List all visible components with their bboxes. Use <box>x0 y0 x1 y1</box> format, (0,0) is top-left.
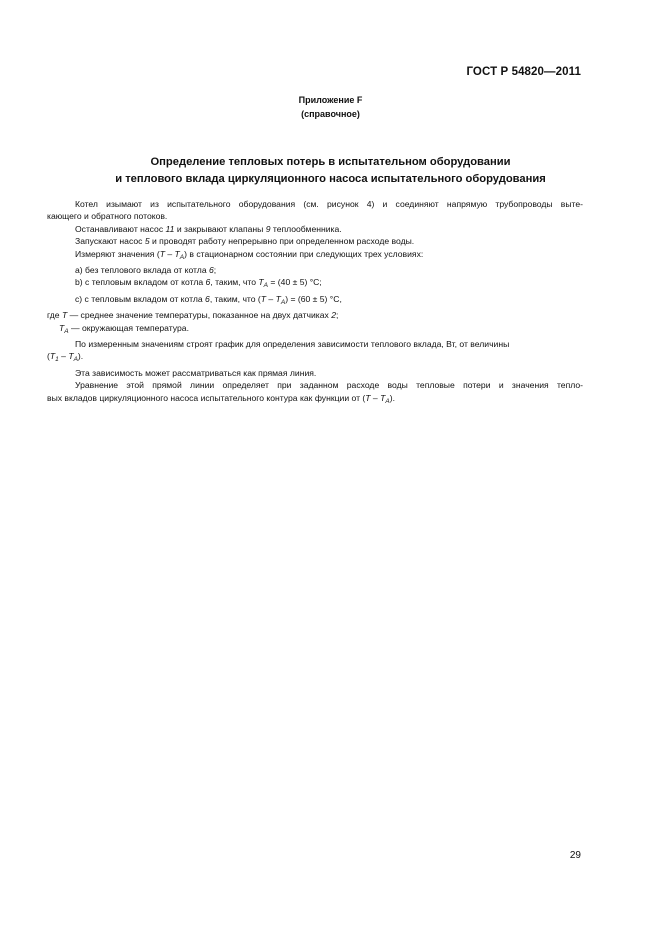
definition: $T_A$ — окружающая температура. <box>59 322 189 335</box>
paragraph: По измеренным значениям строят график для определения зависимости теплового вклада, Вт, от величины <box>75 339 510 350</box>
page-number: 29 <box>569 850 581 861</box>
paragraph: Останавливают насос 11 и закрывают клапаны 9 теплообменника. <box>75 223 342 234</box>
annex-label: Приложение F <box>298 95 363 105</box>
paragraph: Эта зависимость может рассматриваться как прямая линия. <box>75 367 317 378</box>
paragraph: вых вкладов циркуляционного насоса испытательного контура как функции от $(T - T_A)$. <box>47 392 395 405</box>
paragraph: кающего и обратного потоков. <box>47 211 168 222</box>
section-title-line1: Определение тепловых потерь в испытательном оборудовании <box>150 156 511 168</box>
body-text <box>47 198 583 408</box>
paragraph: Котел изымают из испытательного оборудования (см. рисунок 4) и соединяют напрямую трубопроводы выте- <box>75 199 583 209</box>
paragraph: Измеряют значения $(T - T_A)$ в стационарном состоянии при следующих трех условиях: <box>75 248 424 261</box>
paragraph: Уравнение этой прямой линии определяет при заданном расходе воды тепловые потери и значения тепло- <box>75 380 583 391</box>
definition: где T — среднее значение температуры, показанное на двух датчиках 2; <box>47 310 339 321</box>
paragraph: Запускают насос 5 и проводят работу непрерывно при определенном расходе воды. <box>75 236 415 247</box>
list-item: b) с тепловым вкладом от котла 6, таким, что $T_A = (40 \pm 5)$ °С; <box>75 277 322 290</box>
list-item: c) с тепловым вкладом от котла 6, таким, что $(T - T_A) = (60 \pm 5)$ °С, <box>75 293 342 306</box>
paragraph: $(T_1 - T_A)$. <box>47 351 84 364</box>
section-title-line2: и теплового вклада циркуляционного насоса испытательного оборудования <box>115 173 546 185</box>
standard-id: ГОСТ Р 54820—2011 <box>466 66 581 78</box>
annex-type: (справочное) <box>301 109 360 119</box>
list-item: a) без теплового вклада от котла 6; <box>75 265 217 276</box>
